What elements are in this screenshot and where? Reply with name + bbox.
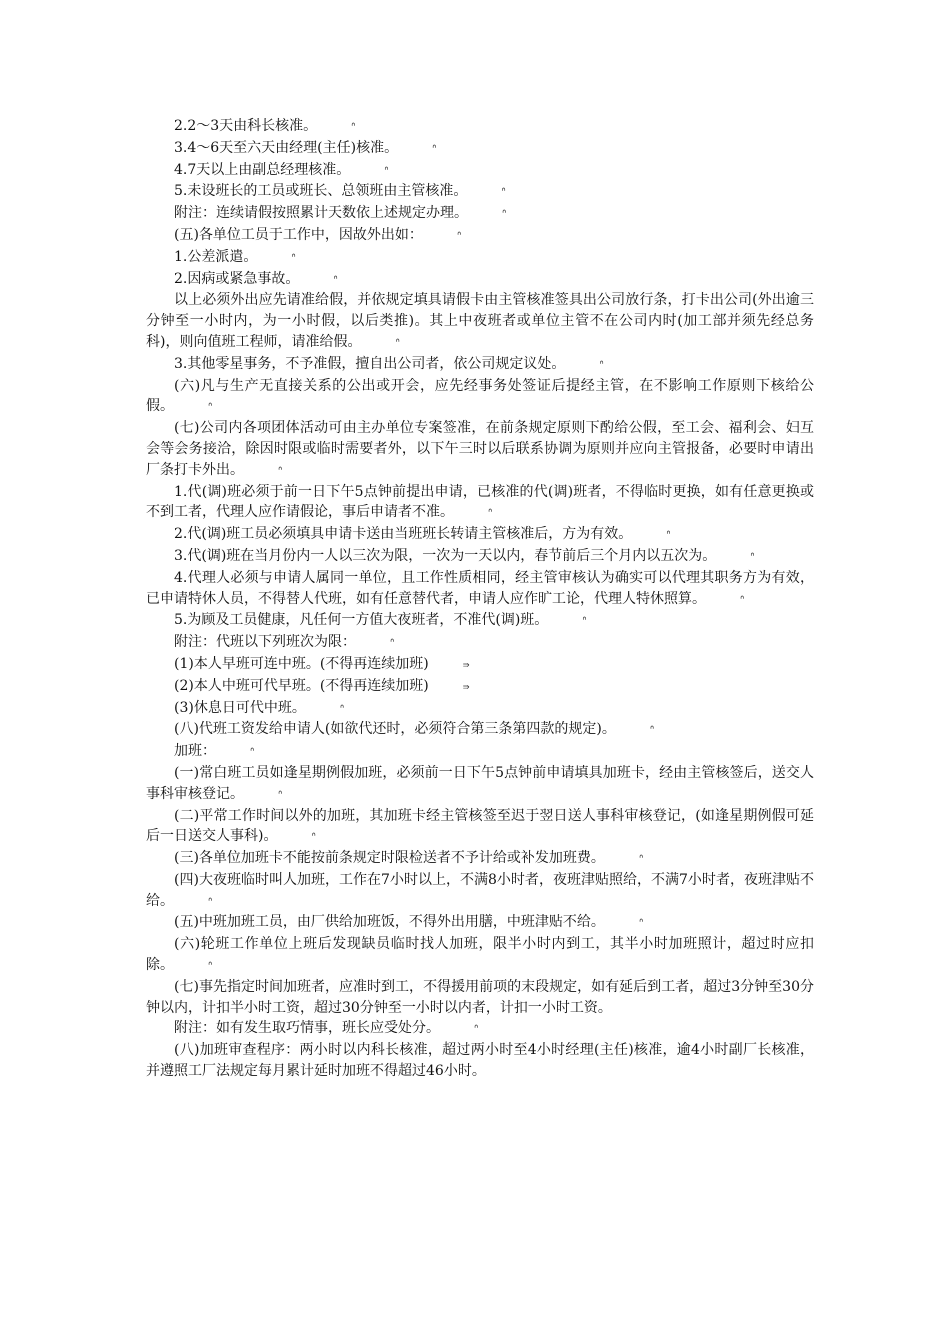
paragraph-text: 附注：如有发生取巧情事，班长应受处分。 <box>174 1020 440 1037</box>
paragraph-text: 2.2～3天由科长核准。 <box>174 118 318 134</box>
paragraph-mark-icon: ᐢ <box>390 636 394 650</box>
paragraph-text: (八)代班工资发给申请人(如欲代还时，必须符合第三条第四款的规定)。 <box>174 721 616 738</box>
paragraph-text: 2.代(调)班工员必须填具申请卡送由当班班长转请主管核准后，方为有效。 <box>174 526 633 543</box>
paragraph-text: (2)本人中班可代早班。(不得再连续加班) <box>174 677 429 694</box>
paragraph <box>146 912 814 934</box>
paragraph <box>146 763 814 806</box>
paragraph-text: (六)轮班工作单位上班后发现缺员临时找人加班，限半小时内到工，其半小时加班照计，超过时应扣除。 <box>146 936 814 974</box>
paragraph-mark-icon: ᐢ <box>740 592 744 606</box>
paragraph <box>146 247 814 269</box>
paragraph <box>146 568 814 611</box>
paragraph-text: (五)各单位工员于工作中，因故外出如： <box>174 226 423 243</box>
paragraph <box>146 741 814 763</box>
paragraph-mark-icon: ᐢ <box>208 959 212 973</box>
paragraph-text: 以上必须外出应先请准给假，并依规定填具请假卡由主管核准签具出公司放行条，打卡出公司(外出逾三分钟至一小时内，为一小时假，以后类推)。其上中夜班者或单位主管不在公司内时(加工部并须先经总务科)，则向值班工程师，请准给假。 <box>146 292 814 350</box>
paragraph-text: 5.未设班长的工员或班长、总领班由主管核准。 <box>174 183 468 200</box>
paragraph-mark-icon: ⇛ <box>462 679 469 693</box>
paragraph-text: (1)本人早班可连中班。(不得再连续加班) <box>174 655 429 672</box>
paragraph-text: (三)各单位加班卡不能按前条规定时限检送者不予计给或补发加班费。 <box>174 850 605 867</box>
paragraph <box>146 482 814 525</box>
paragraph-mark-icon: ᐢ <box>208 894 212 908</box>
paragraph <box>146 116 814 138</box>
paragraph-mark-icon: ᐢ <box>649 723 654 737</box>
paragraph-mark-icon: ᐢ <box>474 1022 478 1036</box>
paragraph <box>146 546 814 568</box>
paragraph <box>146 1018 814 1040</box>
paragraph <box>146 203 814 225</box>
paragraph-text: (一)常白班工员如逢星期例假加班，必须前一日下午5点钟前申请填具加班卡，经由主管核签后，送交人事科审核登记。 <box>146 764 814 802</box>
paragraph <box>146 290 814 353</box>
paragraph-mark-icon: ᐢ <box>638 916 643 930</box>
paragraph-text: 附注：代班以下列班次为限： <box>174 634 356 651</box>
paragraph <box>146 181 814 203</box>
paragraph <box>146 354 814 376</box>
paragraph-mark-icon: ᐢ <box>502 207 506 221</box>
paragraph <box>146 138 814 160</box>
paragraph-mark-icon: ᐢ <box>501 185 505 199</box>
paragraph-mark-icon: ᐢ <box>278 463 282 477</box>
paragraph-text: (二)平常工作时间以外的加班，其加班卡经主管核签至迟于翌日送人事科审核登记，(如逢星期例假可延后一日送交人事科)。 <box>146 807 814 845</box>
paragraph-text: 加班： <box>174 743 216 760</box>
paragraph <box>146 160 814 182</box>
paragraph-text: 1.代(调)班必须于前一日下午5点钟前提出申请，已核准的代(调)班者，不得临时更换，如有任意更换或不到工者，代理人应作请假论，事后申请者不准。 <box>146 483 814 521</box>
paragraph <box>146 719 814 741</box>
paragraph <box>146 524 814 546</box>
paragraph-text: (七)公司内各项团体活动可由主办单位专案签准，在前条规定原则下酌给公假，至工会、福利会、妇互会等会务接洽，除因时限或临时需要者外，以下午三时以后联系协调为原则并应向主管报备，必要时申请出厂条打卡外出。 <box>146 420 814 478</box>
paragraph <box>146 269 814 291</box>
paragraph <box>146 806 814 849</box>
paragraph-text: 5.为顾及工员健康，凡任何一方值大夜班者，不准代(调)班。 <box>174 612 549 629</box>
paragraph-mark-icon: ᐢ <box>208 400 212 414</box>
paragraph-text: (六)凡与生产无直接关系的公出或开会，应先经事务处签证后提经主管，在不影响工作原则下核给公假。 <box>146 377 814 415</box>
paragraph-mark-icon: ᐢ <box>278 787 282 801</box>
paragraph-text: 4.代理人必须与申请人属同一单位，且工作性质相同，经主管审核认为确实可以代理其职务方为有效，已申请特休人员，不得替人代班，如有任意替代者，申请人应作旷工论，代理人特休照算。 <box>146 569 814 607</box>
paragraph-text: 3.4～6天至六天由经理(主任)核准。 <box>174 139 399 156</box>
paragraph-text: (七)事先指定时间加班者，应准时到工，不得援用前项的末段规定，如有延后到工者，超过3分钟至30分钟以内，计扣半小时工资，超过30分钟至一小时以内者，计扣一小时工资。 <box>146 978 814 1016</box>
paragraph <box>146 654 814 676</box>
paragraph <box>146 870 814 913</box>
paragraph-mark-icon: ᐢ <box>339 701 344 715</box>
paragraph <box>146 676 814 698</box>
paragraph-text: (四)大夜班临时叫人加班，工作在7小时以上，不满8小时者，夜班津贴照给，不满7小时者，夜班津贴不给。 <box>146 871 814 909</box>
paragraph-text: 3.其他零星事务，不予准假，擅自出公司者，依公司规定议处。 <box>174 355 566 372</box>
paragraph-mark-icon: ᐢ <box>351 120 355 133</box>
paragraph <box>146 1040 814 1082</box>
paragraph-mark-icon: ᐢ <box>488 506 492 520</box>
paragraph-text: 2.因病或紧急事故。 <box>174 270 300 287</box>
paragraph <box>146 418 814 481</box>
paragraph-mark-icon: ᐢ <box>250 745 254 759</box>
paragraph <box>146 225 814 247</box>
paragraph <box>146 632 814 654</box>
paragraph <box>146 977 814 1019</box>
paragraph <box>146 848 814 870</box>
paragraph <box>146 934 814 977</box>
paragraph-mark-icon: ᐢ <box>333 272 337 286</box>
paragraph <box>146 610 814 632</box>
paragraph-mark-icon: ᐢ <box>311 830 315 844</box>
paragraph-mark-icon: ᐢ <box>395 335 399 349</box>
paragraph-text: 4.7天以上由副总经理核准。 <box>174 161 351 178</box>
paragraph-mark-icon: ᐢ <box>750 549 754 563</box>
paragraph-mark-icon: ᐢ <box>384 163 388 177</box>
paragraph-text: (八)加班审查程序：两小时以内科长核准，超过两小时至4小时经理(主任)核准，逾4小时副厂长核准，并遵照工厂法规定每月累计延时加班不得超过46小时。 <box>146 1042 814 1080</box>
paragraph-text: 附注：连续请假按照累计天数依上述规定办理。 <box>174 205 468 222</box>
paragraph-mark-icon: ᐢ <box>582 614 586 628</box>
paragraph-mark-icon: ᐢ <box>432 141 436 155</box>
paragraph <box>146 376 814 419</box>
paragraph-mark-icon: ᐢ <box>666 528 670 542</box>
paragraph-text: 3.代(调)班在当月份内一人以三次为限，一次为一天以内，春节前后三个月内以五次为。 <box>174 547 717 564</box>
paragraph-text: 1.公差派遣。 <box>174 248 258 265</box>
paragraph-mark-icon: ᐢ <box>291 250 295 264</box>
paragraph-mark-icon: ᐢ <box>599 357 603 371</box>
paragraph-mark-icon: ᐢ <box>638 852 643 866</box>
paragraph-mark-icon: ⇛ <box>462 657 469 671</box>
paragraph-mark-icon: ᐢ <box>456 228 461 242</box>
paragraph <box>146 698 814 720</box>
paragraph-text: (3)休息日可代中班。 <box>174 699 306 716</box>
document-body <box>146 116 814 1082</box>
paragraph-text: (五)中班加班工员，由厂供给加班饭，不得外出用膳，中班津贴不给。 <box>174 914 605 931</box>
